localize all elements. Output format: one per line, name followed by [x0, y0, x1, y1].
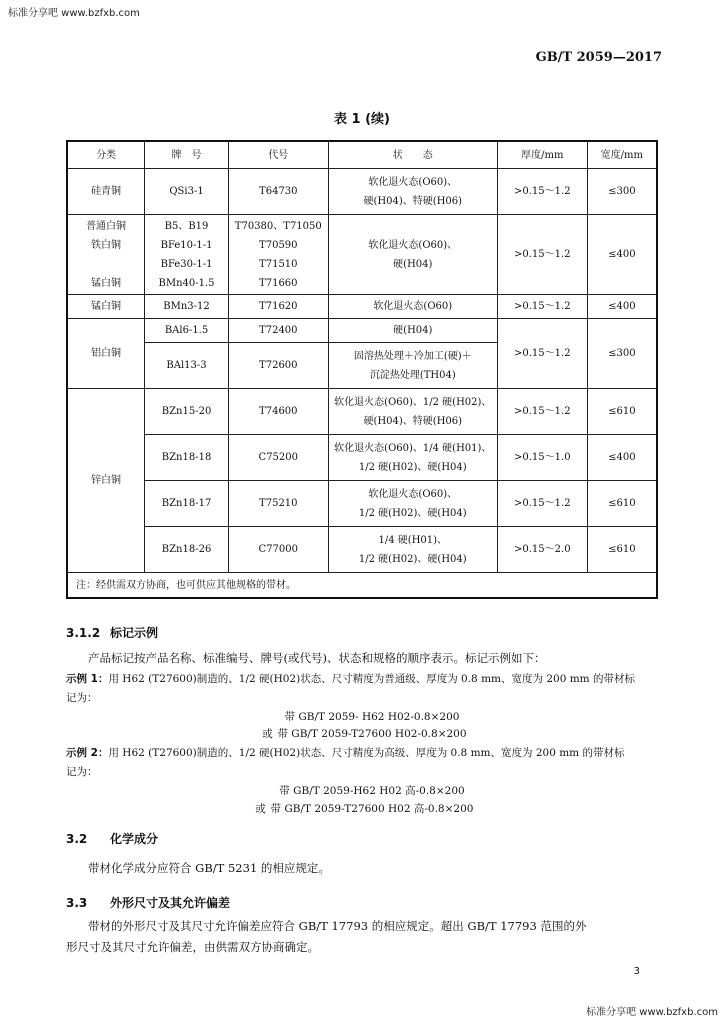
- header-thickness: 厚度/mm: [497, 141, 587, 169]
- state-line: 软化退火态(O60)、1/2 硬(H02)、: [334, 396, 492, 408]
- mark-text: 带 GB/T 2059-T27600 H02-0.8×200: [277, 728, 467, 740]
- table-row: [67, 527, 657, 573]
- state-line: 固溶热处理＋冷加工(硬)＋: [353, 350, 472, 362]
- code-cell: [228, 215, 328, 295]
- state-cell: [328, 343, 497, 389]
- section-title: 标记示例: [110, 626, 159, 640]
- state-line: 软化退火态(O60)、: [368, 488, 458, 500]
- standard-number: GB/T 2059—2017: [535, 50, 662, 65]
- state-cell: [328, 215, 497, 295]
- code-cell: C77000: [228, 527, 328, 573]
- brand-line: BMn40-1.5: [158, 277, 215, 289]
- header-brand: 牌 号: [145, 141, 229, 169]
- mark-text: 带 GB/T 2059-H62 H02 高-0.8×200: [279, 785, 465, 797]
- section-number: 3.2: [66, 832, 88, 846]
- table-note: 注：经供需双方协商，也可供应其他规格的带材。: [67, 573, 657, 599]
- thickness-cell: >0.15～1.2: [497, 389, 587, 435]
- brand-cell: QSi3-1: [145, 169, 229, 215]
- header-width: 宽度/mm: [587, 141, 657, 169]
- brand-cell: BAl6-1.5: [145, 319, 229, 343]
- state-cell: [328, 527, 497, 573]
- mark-text: 带 GB/T 2059- H62 H02-0.8×200: [284, 711, 460, 723]
- spec-table: [66, 140, 658, 599]
- thickness-cell: >0.15～1.0: [497, 435, 587, 481]
- paragraph-line: 带材的外形尺寸及其尺寸允许偏差应符合 GB/T 17793 的相应规定。超出 GB/T 17793 范围的外: [88, 919, 587, 933]
- category-cell: [67, 215, 145, 295]
- code-cell: T74600: [228, 389, 328, 435]
- table-row: [67, 295, 657, 319]
- state-cell: [328, 481, 497, 527]
- watermark-top: 标准分享吧 www.bzfxb.com: [8, 8, 140, 19]
- state-line: 硬(H04)、特硬(H06): [363, 415, 463, 427]
- width-cell: ≤400: [587, 215, 657, 295]
- example-text: 用 H62 (T27600)制造的、1/2 硬(H02)状态、尺寸精度为普通级、厚度为 0.8 mm、宽度为 200 mm 的带材标: [108, 673, 635, 685]
- category-line: 铁白铜: [91, 239, 122, 251]
- code-line: T70380、T71050: [234, 220, 322, 232]
- example-text-cont: 记为：: [66, 766, 98, 778]
- code-cell: T75210: [228, 481, 328, 527]
- state-line: 软化退火态(O60)、: [368, 176, 458, 188]
- table-note-row: [67, 573, 657, 599]
- state-line: 1/2 硬(H02)、硬(H04): [358, 553, 467, 565]
- state-line: 1/2 硬(H02)、硬(H04): [358, 461, 467, 473]
- section-number: 3.3: [66, 896, 88, 910]
- state-cell: [328, 169, 497, 215]
- table-row: [67, 435, 657, 481]
- example-text-cont: 记为：: [66, 692, 98, 704]
- example-label: 示例 2：: [66, 747, 109, 759]
- code-cell: T72600: [228, 343, 328, 389]
- brand-cell: BAl13-3: [145, 343, 229, 389]
- code-cell: T72400: [228, 319, 328, 343]
- category-cell: 锰白铜: [67, 295, 145, 319]
- state-cell: [328, 435, 497, 481]
- code-line: T71660: [259, 277, 298, 289]
- state-line: 硬(H04): [393, 258, 433, 270]
- table-row: [67, 481, 657, 527]
- state-cell: 硬(H04): [328, 319, 497, 343]
- width-cell: ≤300: [587, 169, 657, 215]
- header-code: 代号: [228, 141, 328, 169]
- code-cell: T71620: [228, 295, 328, 319]
- watermark-bottom: 标准分享吧 www.bzfxb.com: [586, 1007, 718, 1018]
- or-label: 或: [255, 803, 266, 815]
- mark-example-alt: [66, 725, 658, 744]
- table-row: [67, 215, 657, 295]
- example-text: 用 H62 (T27600)制造的、1/2 硬(H02)状态、尺寸精度为高级、厚度为 0.8 mm、宽度为 200 mm 的带材标: [108, 747, 625, 759]
- width-cell: ≤610: [587, 389, 657, 435]
- state-line: 软化退火态(O60)、: [368, 239, 458, 251]
- section-title: 化学成分: [110, 832, 159, 846]
- table-row: [67, 319, 657, 343]
- paragraph: [66, 916, 658, 958]
- table-row: [67, 389, 657, 435]
- table-title: 表 1 (续): [334, 112, 390, 127]
- category-line: 普通白铜: [86, 220, 127, 232]
- paragraph-line: 形尺寸及其尺寸允许偏差，由供需双方协商确定。: [66, 940, 319, 954]
- brand-line: BFe30-1-1: [160, 258, 213, 270]
- or-label: 或: [262, 728, 273, 740]
- section-heading-3-2: [66, 830, 658, 847]
- brand-cell: BZn15-20: [145, 389, 229, 435]
- paragraph: 带材化学成分应符合 GB/T 5231 的相应规定。: [88, 861, 330, 875]
- mark-text: 带 GB/T 2059-T27600 H02 高-0.8×200: [270, 803, 474, 815]
- state-line: 沉淀热处理(TH04): [369, 369, 456, 381]
- width-cell: ≤400: [587, 435, 657, 481]
- paragraph: 产品标记按产品名称、标准编号、牌号(或代号)、状态和规格的顺序表示。标记示例如下：: [88, 651, 546, 665]
- state-cell: 软化退火态(O60): [328, 295, 497, 319]
- state-line: 软化退火态(O60)、1/4 硬(H01)、: [334, 442, 492, 454]
- brand-cell: BZn18-26: [145, 527, 229, 573]
- brand-cell: [145, 215, 229, 295]
- brand-line: BFe10-1-1: [160, 239, 213, 251]
- table-row: [67, 169, 657, 215]
- code-cell: C75200: [228, 435, 328, 481]
- code-line: T70590: [259, 239, 298, 251]
- thickness-cell: >0.15～1.2: [497, 169, 587, 215]
- thickness-cell: >0.15～2.0: [497, 527, 587, 573]
- width-cell: ≤610: [587, 527, 657, 573]
- thickness-cell: >0.15～1.2: [497, 295, 587, 319]
- table-header-row: [67, 141, 657, 169]
- thickness-cell: >0.15～1.2: [497, 319, 587, 389]
- section-title: 外形尺寸及其允许偏差: [110, 896, 231, 910]
- example-2: [66, 744, 658, 782]
- page-number: 3: [633, 966, 640, 977]
- brand-cell: BMn3-12: [145, 295, 229, 319]
- state-line: 1/2 硬(H02)、硬(H04): [358, 507, 467, 519]
- category-cell: 铝白铜: [67, 319, 145, 389]
- width-cell: ≤610: [587, 481, 657, 527]
- section-number: 3.1.2: [66, 626, 101, 640]
- code-cell: T64730: [228, 169, 328, 215]
- brand-cell: BZn18-17: [145, 481, 229, 527]
- thickness-cell: >0.15～1.2: [497, 481, 587, 527]
- brand-cell: BZn18-18: [145, 435, 229, 481]
- brand-line: B5、B19: [164, 220, 209, 232]
- category-line: 锰白铜: [91, 277, 122, 289]
- mark-example: [66, 782, 658, 801]
- width-cell: ≤400: [587, 295, 657, 319]
- width-cell: ≤300: [587, 319, 657, 389]
- example-label: 示例 1：: [66, 673, 109, 685]
- category-cell: 硅青铜: [67, 169, 145, 215]
- section-heading-3-1-2: [66, 624, 658, 641]
- state-cell: [328, 389, 497, 435]
- thickness-cell: >0.15～1.2: [497, 215, 587, 295]
- mark-example-alt: [66, 800, 658, 819]
- state-line: 硬(H04)、特硬(H06): [363, 195, 463, 207]
- section-heading-3-3: [66, 894, 658, 911]
- state-line: 1/4 硬(H01)、: [378, 534, 448, 546]
- category-line: [70, 255, 142, 274]
- header-state: 状 态: [328, 141, 497, 169]
- header-category: 分类: [67, 141, 145, 169]
- category-cell: 锌白铜: [67, 389, 145, 573]
- example-1: [66, 670, 658, 708]
- code-line: T71510: [259, 258, 298, 270]
